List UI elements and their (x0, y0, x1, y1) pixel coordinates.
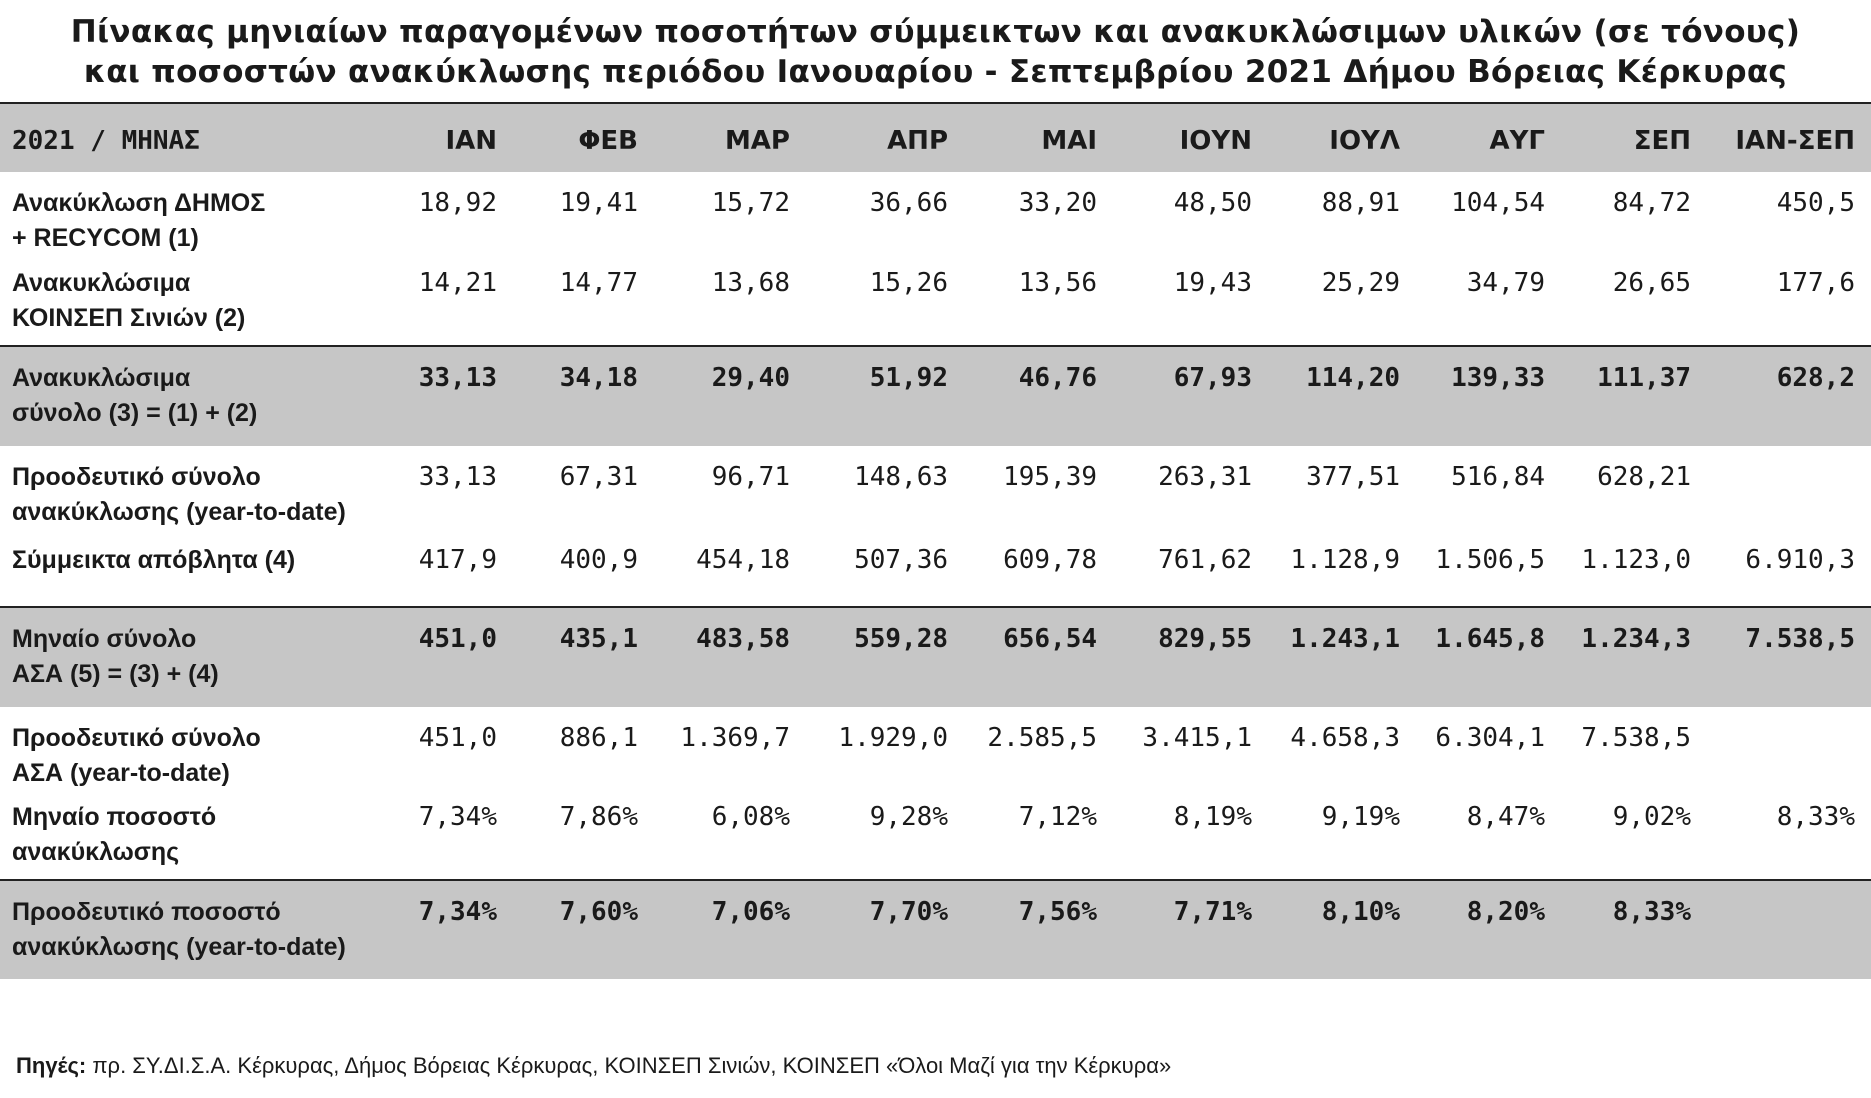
table-cell: 34,79 (1466, 268, 1545, 298)
table-cell: 886,1 (559, 723, 638, 753)
table-cell: 507,36 (854, 545, 948, 575)
table-cell: 14,77 (559, 268, 638, 298)
header-month: ΑΥΓ (1489, 126, 1545, 156)
title-line-2: και ποσοστών ανακύκλωσης περιόδου Ιανουαρίου - Σεπτεμβρίου 2021 Δήμου Βόρειας Κέρκυρας (83, 54, 1788, 90)
table-cell: 656,54 (1003, 624, 1097, 654)
table-cell: 3.415,1 (1142, 723, 1252, 753)
table-cell: 8,33% (1776, 802, 1855, 832)
table-cell: 1.506,5 (1435, 545, 1545, 575)
header-month: ΙΑΝ (445, 126, 497, 156)
table-cell: 88,91 (1321, 188, 1400, 218)
table-row (0, 529, 1871, 606)
table-cell: 51,92 (869, 363, 948, 393)
table-cell: 46,76 (1018, 363, 1097, 393)
table-cell: 195,39 (1003, 462, 1097, 492)
table-row (0, 707, 1871, 786)
row-label: Ανακυκλώσιμα ΚΟΙΝΣΕΠ Σινιών (2) (12, 269, 246, 332)
table-cell: 29,40 (711, 363, 790, 393)
table-cell: 628,21 (1597, 462, 1691, 492)
table-cell: 177,6 (1776, 268, 1855, 298)
table-cell: 7,70% (869, 897, 948, 927)
table-cell: 7,34% (418, 897, 497, 927)
table-cell: 628,2 (1776, 363, 1855, 393)
sources-label: Πηγές: (16, 1053, 87, 1078)
title-line-1: Πίνακας μηνιαίων παραγομένων ποσοτήτων σύμμεικτων και ανακυκλώσιμων υλικών (σε τόνους) (70, 14, 1801, 50)
table-cell: 761,62 (1158, 545, 1252, 575)
table-cell: 7.538,5 (1581, 723, 1691, 753)
table-cell: 7,71% (1173, 897, 1252, 927)
table-cell: 8,33% (1612, 897, 1691, 927)
row-label: Ανακυκλώσιμα σύνολο (3) = (1) + (2) (12, 364, 258, 427)
table-cell: 8,20% (1466, 897, 1545, 927)
table-cell: 1.234,3 (1581, 624, 1691, 654)
table-cell: 400,9 (559, 545, 638, 575)
table-cell: 609,78 (1003, 545, 1097, 575)
table-cell: 67,31 (559, 462, 638, 492)
table-cell: 1.243,1 (1290, 624, 1400, 654)
table-cell: 111,37 (1597, 363, 1691, 393)
table-cell: 13,68 (711, 268, 790, 298)
table-cell: 7,86% (559, 802, 638, 832)
table-cell: 417,9 (418, 545, 497, 575)
table-cell: 1.645,8 (1435, 624, 1545, 654)
table-cell: 14,21 (418, 268, 497, 298)
table-cell: 33,13 (418, 363, 497, 393)
table-cell: 2.585,5 (987, 723, 1097, 753)
table-row (0, 446, 1871, 529)
table-cell: 9,19% (1321, 802, 1400, 832)
table-cell: 451,0 (418, 624, 497, 654)
table-row (0, 879, 1871, 979)
table-cell: 1.929,0 (838, 723, 948, 753)
header-month: ΜΑΡ (724, 126, 790, 156)
row-label: Μηναίο σύνολο ΑΣΑ (5) = (3) + (4) (12, 625, 219, 688)
row-label: Ανακύκλωση ΔΗΜΟΣ + RECYCOM (1) (12, 189, 266, 252)
table-cell: 6,08% (711, 802, 790, 832)
table-cell: 25,29 (1321, 268, 1400, 298)
header-month: ΣΕΠ (1633, 126, 1691, 156)
table-cell: 7,12% (1018, 802, 1097, 832)
table-cell: 450,5 (1776, 188, 1855, 218)
table-cell: 8,47% (1466, 802, 1545, 832)
table-cell: 36,66 (869, 188, 948, 218)
table-cell: 26,65 (1612, 268, 1691, 298)
table-cell: 34,18 (559, 363, 638, 393)
header-row (0, 102, 1871, 172)
table-cell: 1.128,9 (1290, 545, 1400, 575)
table-cell: 7,06% (711, 897, 790, 927)
table-cell: 263,31 (1158, 462, 1252, 492)
table-cell: 8,19% (1173, 802, 1252, 832)
table-row (0, 345, 1871, 446)
table-cell: 516,84 (1451, 462, 1545, 492)
table-row (0, 786, 1871, 879)
header-month: ΙΟΥΛ (1329, 126, 1400, 156)
table-cell: 8,10% (1321, 897, 1400, 927)
table-cell: 18,92 (418, 188, 497, 218)
table-cell: 435,1 (559, 624, 638, 654)
table-cell: 377,51 (1306, 462, 1400, 492)
table-cell: 4.658,3 (1290, 723, 1400, 753)
row-label: Προοδευτικό σύνολο ανακύκλωσης (year-to-date) (12, 463, 346, 526)
table-cell: 6.304,1 (1435, 723, 1545, 753)
table-cell: 84,72 (1612, 188, 1691, 218)
table-cell: 96,71 (711, 462, 790, 492)
table-cell: 7,56% (1018, 897, 1097, 927)
table-cell: 15,26 (869, 268, 948, 298)
table-cell: 454,18 (696, 545, 790, 575)
table-cell: 7,34% (418, 802, 497, 832)
table-cell: 1.123,0 (1581, 545, 1691, 575)
data-table (0, 102, 1871, 979)
table-cell: 7,60% (559, 897, 638, 927)
table-cell: 33,13 (418, 462, 497, 492)
sources-note (16, 1052, 1171, 1080)
row-label: Μηναίο ποσοστό ανακύκλωσης (12, 803, 217, 866)
header-month: ΑΠΡ (887, 126, 948, 156)
table-cell: 15,72 (711, 188, 790, 218)
table-cell: 148,63 (854, 462, 948, 492)
table-cell: 483,58 (696, 624, 790, 654)
table-cell: 104,54 (1451, 188, 1545, 218)
row-label: Προοδευτικό σύνολο ΑΣΑ (year-to-date) (12, 724, 261, 787)
table-cell: 19,41 (559, 188, 638, 218)
table-cell: 451,0 (418, 723, 497, 753)
table-cell: 559,28 (854, 624, 948, 654)
table-cell: 114,20 (1306, 363, 1400, 393)
table-cell: 48,50 (1173, 188, 1252, 218)
sources-text: πρ. ΣΥ.ΔΙ.Σ.Α. Κέρκυρας, Δήμος Βόρειας Κέρκυρας, ΚΟΙΝΣΕΠ Σινιών, ΚΟΙΝΣΕΠ «Όλοι Μαζί για την Κέρκυρα» (86, 1053, 1172, 1078)
table-cell: 13,56 (1018, 268, 1097, 298)
table-cell: 9,02% (1612, 802, 1691, 832)
table-row (0, 172, 1871, 252)
header-month: ΜΑΙ (1041, 126, 1097, 156)
table-row (0, 606, 1871, 707)
header-month: ΙΟΥΝ (1179, 126, 1252, 156)
table-cell: 139,33 (1451, 363, 1545, 393)
table-title (0, 12, 1871, 92)
row-label: Προοδευτικό ποσοστό ανακύκλωσης (year-to-date) (12, 898, 346, 961)
table-cell: 19,43 (1173, 268, 1252, 298)
table-cell: 67,93 (1173, 363, 1252, 393)
table-cell: 9,28% (869, 802, 948, 832)
row-label: Σύμμεικτα απόβλητα (4) (12, 546, 296, 574)
table-row (0, 252, 1871, 345)
header-month: ΙΑΝ-ΣΕΠ (1735, 126, 1855, 156)
table-cell: 33,20 (1018, 188, 1097, 218)
table-cell: 7.538,5 (1745, 624, 1855, 654)
header-label: 2021 / ΜΗΝΑΣ (12, 126, 200, 156)
table-cell: 6.910,3 (1745, 545, 1855, 575)
table-cell: 1.369,7 (680, 723, 790, 753)
table-cell: 829,55 (1158, 624, 1252, 654)
header-month: ΦΕΒ (578, 126, 638, 156)
